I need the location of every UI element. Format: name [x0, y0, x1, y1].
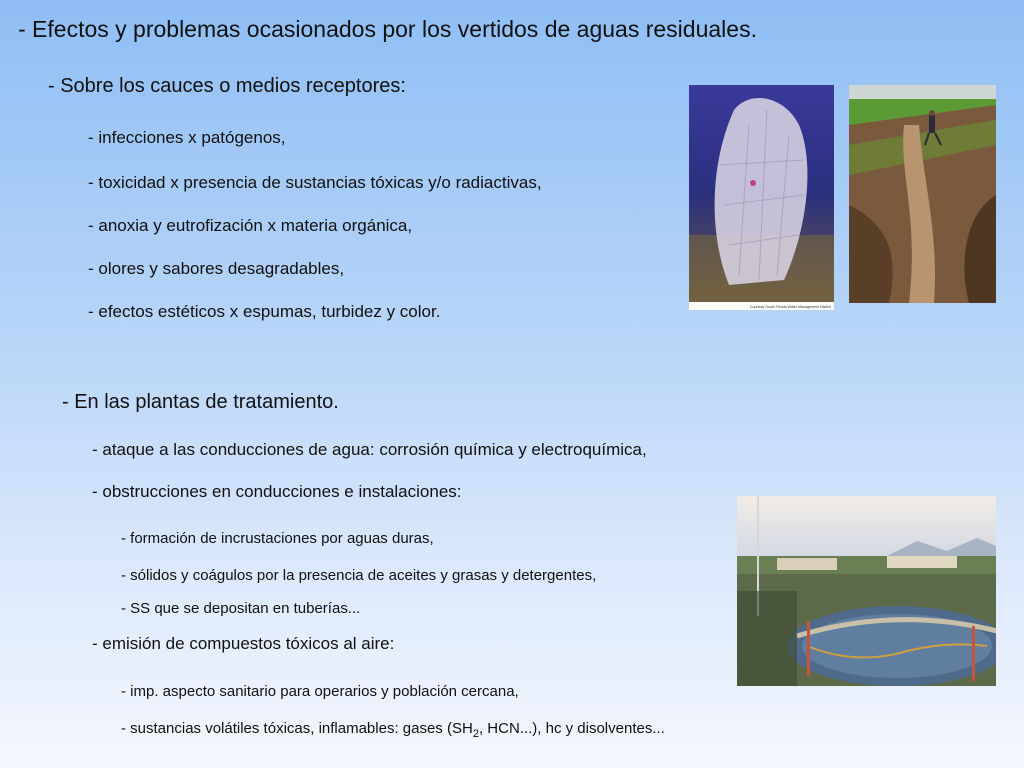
section2-subitem: - sólidos y coágulos por la presencia de aceites y grasas y detergentes,	[121, 567, 597, 584]
section2-item-emissions: - emisión de compuestos tóxicos al aire:	[92, 634, 395, 653]
gases-text-post: , HCN...), hc y disolventes...	[478, 720, 665, 737]
eroded-field-image	[849, 85, 996, 303]
gases-subscript: 2	[472, 728, 479, 740]
coral-image	[689, 85, 834, 310]
section1-item: - efectos estéticos x espumas, turbidez y color.	[88, 302, 441, 321]
section2-subitem-gases	[121, 720, 665, 740]
section2-subitem: - SS que se depositan en tuberías...	[121, 600, 361, 617]
treatment-plant-photo	[737, 496, 996, 686]
coral-photo	[689, 85, 834, 310]
section1-item: - anoxia y eutrofización x materia orgánica,	[88, 216, 413, 235]
slide-title: - Efectos y problemas ocasionados por los vertidos de aguas residuales.	[18, 16, 757, 42]
eroded-field-photo	[849, 85, 996, 303]
section1-heading: - Sobre los cauces o medios receptores:	[48, 75, 406, 97]
section2-heading: - En las plantas de tratamiento.	[62, 391, 339, 413]
section2-item-obstructions: - obstrucciones en conducciones e instalaciones:	[92, 482, 462, 501]
section2-item-corrosion: - ataque a las conducciones de agua: corrosión química y electroquímica,	[92, 440, 647, 459]
coral-credit: Courtesy South Florida Water Management District	[749, 305, 831, 309]
gases-text-pre: - sustancias volátiles tóxicas, inflamables: gases (SH	[121, 720, 473, 737]
treatment-plant-image	[737, 496, 996, 686]
section2-subitem: - formación de incrustaciones por aguas duras,	[121, 530, 434, 547]
section2-subitem: - imp. aspecto sanitario para operarios y población cercana,	[121, 683, 519, 700]
section1-item: - olores y sabores desagradables,	[88, 259, 345, 278]
section1-item: - toxicidad x presencia de sustancias tóxicas y/o radiactivas,	[88, 173, 542, 192]
section1-item: - infecciones x patógenos,	[88, 128, 286, 147]
